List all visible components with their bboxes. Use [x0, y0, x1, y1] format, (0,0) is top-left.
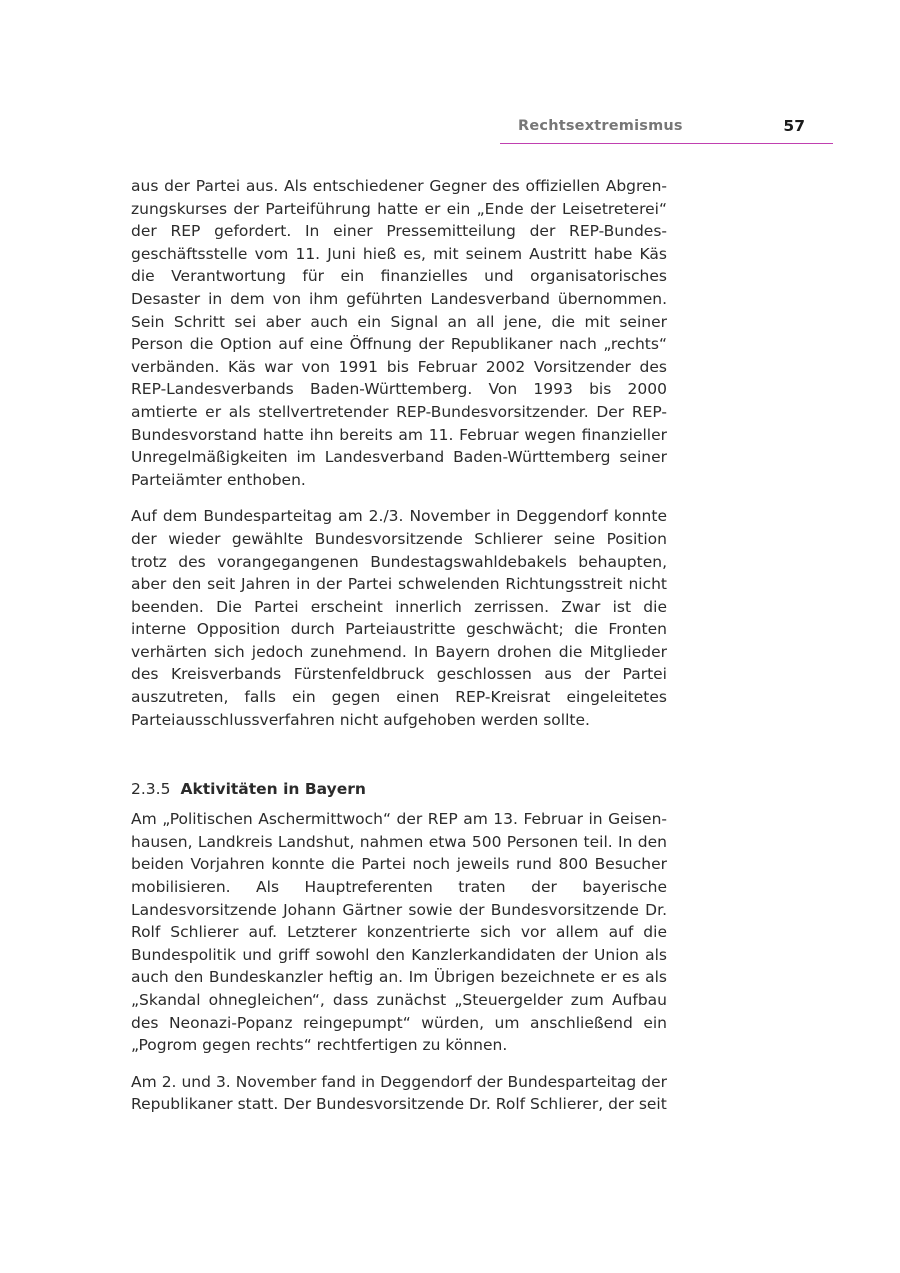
paragraph: Am 2. und 3. November fand in Deggendorf der Bundesparteitag der Republikaner statt. Der Bundesvorsitzende Dr. Rolf Schlierer, der seit — [131, 1072, 667, 1114]
section-title: Aktivitäten in Bayern — [180, 780, 366, 799]
body-text — [131, 175, 667, 1116]
page-number: 57 — [783, 117, 805, 135]
section-heading — [131, 778, 667, 800]
paragraph: Am „Politischen Aschermittwoch“ der REP am 13. Februar in Geisenhausen, Landkreis Landshut, nahmen etwa 500 Personen teil. In den beiden Vorjahren konnte die Partei noch jeweils rund 800 Besucher mobilisieren. Als Hauptreferenten traten der bayerische Landesvorsitzende Johann Gärtner sowie der Bundesvorsitzende Dr. Rolf Schlierer auf. Letzterer konzentrierte sich vor allem auf die Bundespolitik und griff sowohl den Kanzlerkandidaten der Union als auch den Bundeskanzler heftig an. Im Übrigen bezeichnete er es als „Skandal ohnegleichen“, dass zunächst „Steuergelder zum Aufbau des Neonazi-Popanz reingepumpt“ würden, um anschließend ein „Pogrom gegen rechts“ rechtfertigen zu können. — [131, 810, 667, 1055]
running-header-section: Rechtsextremismus — [518, 118, 683, 134]
paragraph: aus der Partei aus. Als entschiedener Gegner des offiziellen Abgrenzungskurses der Parteiführung hatte er ein „Ende der Leisetreterei“ der REP gefordert. In einer Pressemitteilung der REP-Bundesgeschäftsstelle vom 11. Juni hieß es, mit seinem Austritt habe Käs die Verantwortung für ein finanzielles und organisatorisches Desaster in dem von ihm geführten Landesverband übernommen. Sein Schritt sei aber auch ein Signal an all jene, die mit seiner Person die Option auf eine Öffnung der Republikaner nach „rechts“ verbänden. Käs war von 1991 bis Februar 2002 Vorsitzender des REP-Landesverbands Baden-Württemberg. Von 1993 bis 2000 amtierte er als stellvertretender REP-Bundesvorsitzender. Der REP-Bundesvorstand hatte ihn bereits am 11. Februar wegen finanzieller Unregelmäßigkeiten im Landesverband Baden-Württemberg seiner Parteiämter enthoben. — [131, 177, 667, 489]
running-header — [500, 117, 833, 144]
paragraph: Auf dem Bundesparteitag am 2./3. November in Deggendorf konnte der wieder gewählte Bundesvorsitzende Schlierer seine Position trotz des vorangegangenen Bundestagswahldebakels behaupten, aber den seit Jahren in der Partei schwelenden Richtungsstreit nicht beenden. Die Partei erscheint innerlich zerrissen. Zwar ist die interne Opposition durch Parteiaustritte geschwächt; die Fronten verhärten sich jedoch zunehmend. In Bayern drohen die Mitglieder des Kreisverbands Fürstenfeldbruck geschlossen aus der Partei auszutreten, falls ein gegen einen REP-Kreisrat eingeleitetes Parteiausschlussverfahren nicht aufgehoben werden sollte. — [131, 507, 667, 729]
section-number: 2.3.5 — [131, 780, 171, 799]
